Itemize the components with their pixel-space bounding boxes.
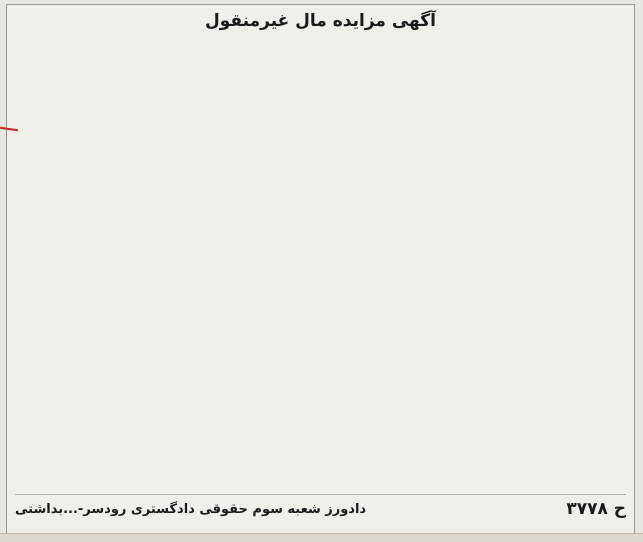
notice-title: آگهی مزایده مال غیرمنقول [205, 11, 436, 31]
notice-page [6, 4, 635, 534]
signature-line: دادورز شعبه سوم حقوقی دادگستری رودسر-...بداشتی [15, 501, 367, 517]
case-number-label: ح ۳۷۷۸ [566, 499, 626, 519]
notice-body [17, 37, 624, 493]
notice-footer [15, 494, 626, 523]
next-notice-edge [0, 533, 643, 542]
